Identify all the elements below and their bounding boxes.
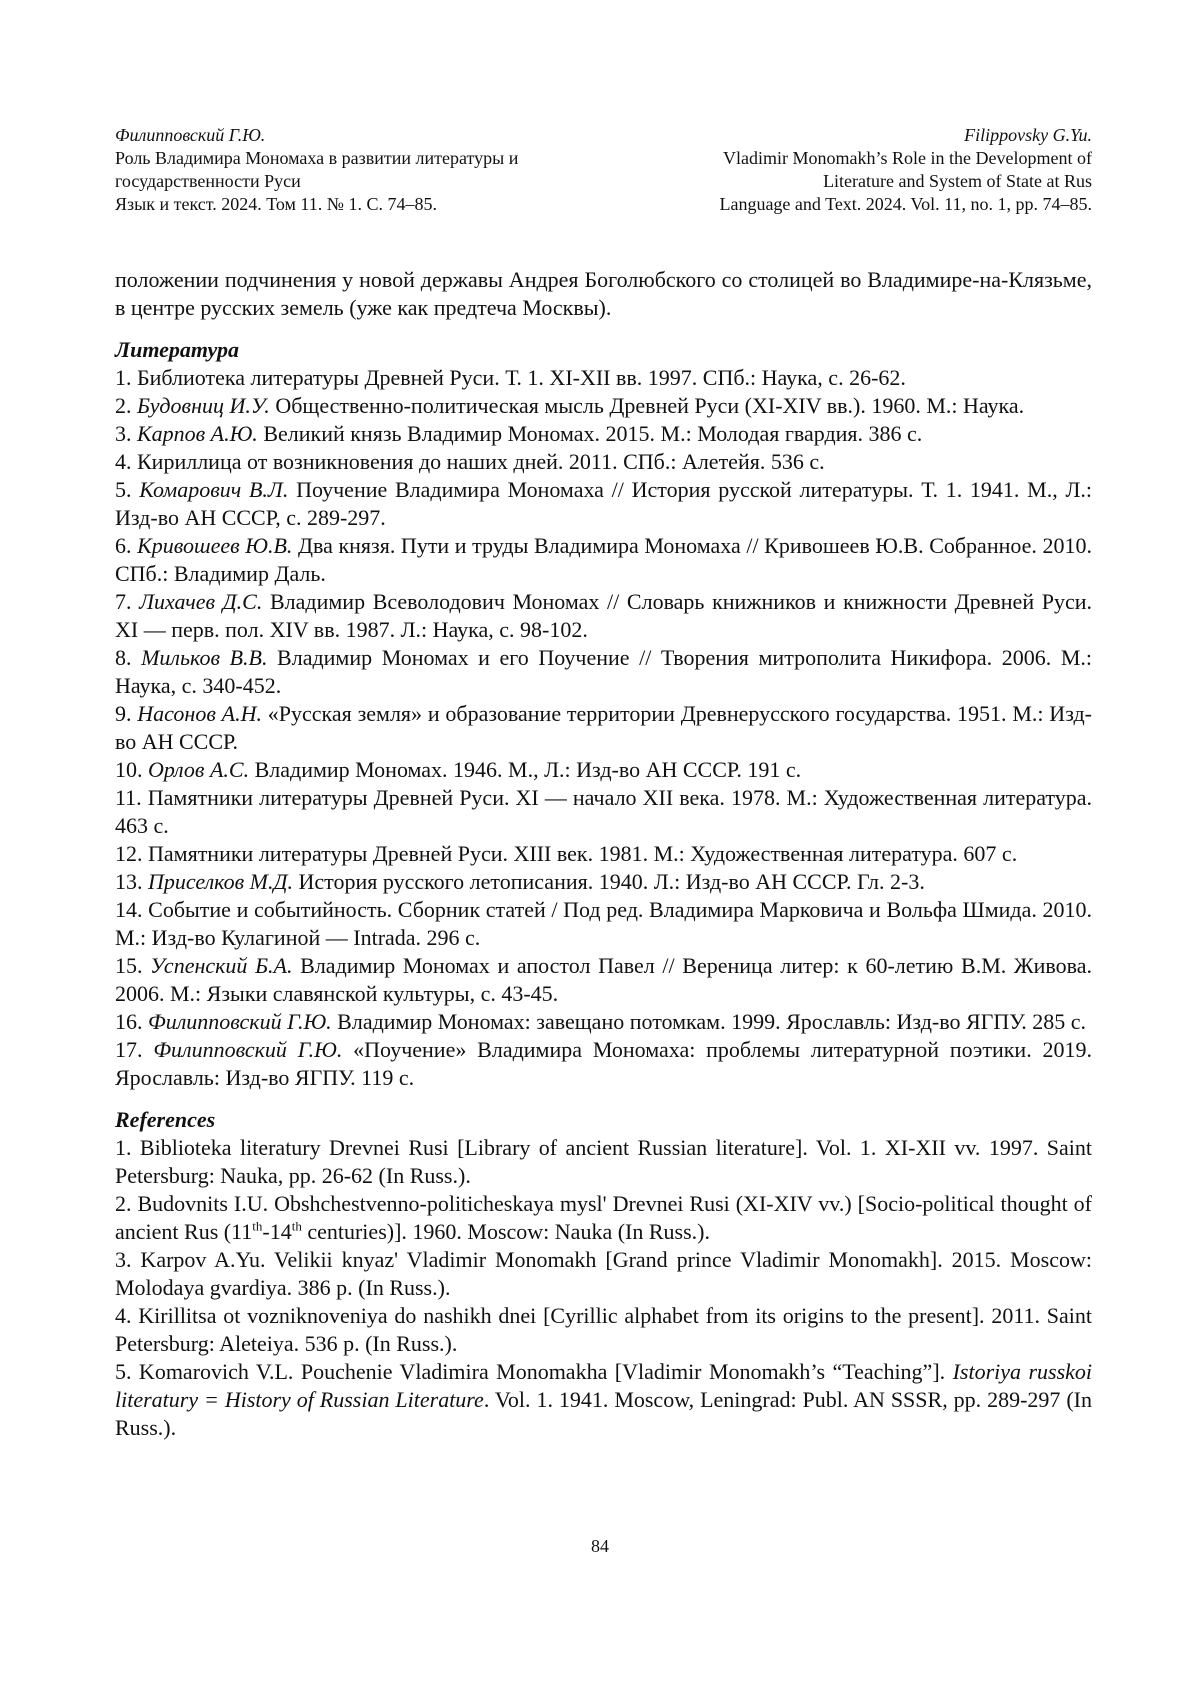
reference-item: 3. Karpov A.Yu. Velikii knyaz' Vladimir Monomakh [Grand prince Vladimir Monomakh]. 2015. Moscow: Molodaya gvardiya. 386 p. (In Russ.). — [115, 1247, 1092, 1300]
literature-item-text: История русского летописания. 1940. Л.: Изд-во АН СССР. Гл. 2-3. — [298, 869, 925, 894]
literature-list — [115, 364, 1092, 1092]
header-citation-en: Language and Text. 2024. Vol. 11, no. 1, pp. 74–85. — [719, 194, 1092, 214]
literature-item-author: Комарович В.Л. — [139, 477, 289, 502]
literature-item-author: Орлов А.С. — [148, 757, 250, 782]
references-heading: References — [115, 1107, 216, 1132]
reference-item — [115, 1358, 1092, 1442]
literature-item-number: 15. — [115, 953, 143, 978]
running-header — [115, 124, 1092, 216]
literature-item-author: Приселков М.Д. — [148, 869, 293, 894]
literature-item — [115, 532, 1092, 588]
literature-item-author: Будовниц И.У. — [137, 393, 270, 418]
literature-item-number: 16. — [115, 1009, 143, 1034]
literature-item-number: 12. — [115, 841, 143, 866]
header-author-en: Filippovsky G.Yu. — [964, 125, 1092, 145]
literature-item-author: Успенский Б.А. — [150, 953, 293, 978]
literature-item-number: 2. — [115, 393, 132, 418]
literature-item-text: «Поучение» Владимира Мономаха: проблемы литературной поэтики. 2019. Ярославль: Изд-во ЯГПУ. 119 с. — [115, 1037, 1093, 1090]
literature-item-author: Филипповский Г.Ю. — [153, 1037, 343, 1062]
lead-paragraph: положении подчинения у новой державы Андрея Боголюбского со столицей во Владимире-на-Клязьме, в центре русских земель (уже как предтеча Москвы). — [115, 267, 1092, 320]
header-author-ru: Филипповский Г.Ю. — [115, 125, 266, 145]
literature-item-number: 10. — [115, 757, 143, 782]
literature-item-text: Два князя. Пути и труды Владимира Мономаха // Кривошеев Ю.В. Собранное. 2010. СПб.: Владимир Даль. — [115, 533, 1092, 586]
literature-item-number: 6. — [115, 533, 132, 558]
literature-item-text: «Русская земля» и образование территории Древнерусского государства. 1951. М.: Изд-во АН СССР. — [115, 701, 1093, 754]
literature-item-text: Кириллица от возникновения до наших дней. 2011. СПб.: Алетейя. 536 с. — [137, 449, 825, 474]
literature-item-text: Общественно-политическая мысль Древней Руси (XI-XIV вв.). 1960. М.: Наука. — [275, 393, 1025, 418]
literature-item — [115, 364, 1092, 392]
literature-item-number: 5. — [115, 477, 132, 502]
literature-item-author: Филипповский Г.Ю. — [148, 1009, 332, 1034]
reference-text: 2. Budovnits I.U. Obshchestvenno-politicheskaya mysl' Drevnei Rusi (XI-XIV vv.) [Socio-political thought of ancient Rus (11 — [115, 1191, 1092, 1244]
reference-item: 1. Biblioteka literatury Drevnei Rusi [Library of ancient Russian literature]. Vol. 1. XI-XII vv. 1997. Saint Petersburg: Nauka, pp. 26-62 (In Russ.). — [115, 1135, 1092, 1188]
literature-item-number: 14. — [115, 897, 143, 922]
literature-item-number: 4. — [115, 449, 132, 474]
literature-item — [115, 1036, 1092, 1092]
literature-item-number: 11. — [115, 785, 142, 810]
literature-item — [115, 756, 1092, 784]
header-title-en-line2: Literature and System of State at Rus — [823, 171, 1092, 191]
literature-item-text: Поучение Владимира Мономаха // История русской литературы. Т. 1. 1941. М., Л.: Изд-во АН СССР, с. 289-297. — [115, 477, 1092, 530]
literature-item-text: Библиотека литературы Древней Руси. Т. 1. XI-XII вв. 1997. СПб.: Наука, с. 26-62. — [137, 365, 906, 390]
literature-item-author: Лихачев Д.С. — [139, 589, 263, 614]
literature-item-author: Кривошеев Ю.В. — [137, 533, 293, 558]
header-title-ru-line1: Роль Владимира Мономаха в развитии литературы и — [115, 148, 519, 168]
reference-text: . Vol. 1. 1941. Moscow, Leningrad: Publ. AN SSSR, pp. 289-297 (In Russ.). — [115, 1387, 1092, 1440]
literature-item — [115, 784, 1092, 840]
literature-item-number: 3. — [115, 421, 132, 446]
literature-item — [115, 840, 1092, 868]
literature-item-text: Событие и событийность. Сборник статей / Под ред. Владимира Марковича и Вольфа Шмида. 2010. М.: Изд-во Кулагиной — Intrada. 296 с. — [115, 897, 1092, 950]
reference-text: -14 — [262, 1219, 292, 1244]
literature-item-author: Насонов А.Н. — [137, 701, 262, 726]
header-title-ru-line2: государственности Руси — [115, 171, 301, 191]
literature-heading: Литература — [115, 337, 239, 362]
literature-item — [115, 952, 1092, 1008]
reference-item — [115, 1190, 1092, 1246]
literature-item-number: 13. — [115, 869, 143, 894]
reference-text: 5. Komarovich V.L. Pouchenie Vladimira Monomakha [Vladimir Monomakh’s “Teaching”]. — [115, 1359, 953, 1384]
literature-item — [115, 896, 1092, 952]
literature-item — [115, 392, 1092, 420]
page-number: 84 — [591, 1536, 609, 1556]
header-title-en-line1: Vladimir Monomakh’s Role in the Development of — [723, 148, 1092, 168]
superscript: th — [252, 1218, 263, 1234]
literature-item — [115, 868, 1092, 896]
reference-text: centuries)]. 1960. Moscow: Nauka (In Russ.). — [301, 1219, 710, 1244]
literature-item-number: 7. — [115, 589, 132, 614]
literature-item-text: Памятники литературы Древней Руси. XI — начало XII века. 1978. М.: Художественная литература. 463 с. — [115, 785, 1093, 838]
literature-item-text: Великий князь Владимир Мономах. 2015. М.: Молодая гвардия. 386 с. — [263, 421, 923, 446]
reference-item: 4. Kirillitsa ot vozniknoveniya do nashikh dnei [Cyrillic alphabet from its origins to the present]. 2011. Saint Petersburg: Aleteiya. 536 p. (In Russ.). — [115, 1303, 1092, 1356]
literature-item-text: Владимир Всеволодович Мономах // Словарь книжников и книжности Древней Руси. XI — перв. пол. XIV вв. 1987. Л.: Наука, с. 98-102. — [115, 589, 1092, 642]
literature-item-number: 9. — [115, 701, 132, 726]
references-list — [115, 1134, 1092, 1442]
literature-item-text: Владимир Мономах. 1946. М., Л.: Изд-во АН СССР. 191 с. — [254, 757, 802, 782]
literature-item-text: Владимир Мономах и апостол Павел // Вереница литер: к 60-летию В.М. Живова. 2006. М.: Языки славянской культуры, с. 43-45. — [115, 953, 1092, 1006]
literature-item-text: Владимир Мономах и его Поучение // Творения митрополита Никифора. 2006. М.: Наука, с. 340-452. — [115, 645, 1093, 698]
literature-item — [115, 420, 1092, 448]
literature-item — [115, 448, 1092, 476]
literature-item — [115, 476, 1092, 532]
reference-italic-title: Istoriya russkoi literatury = History of Russian Literature — [115, 1359, 1093, 1412]
literature-item-author: Карпов А.Ю. — [137, 421, 258, 446]
literature-item-text: Владимир Мономах: завещано потомкам. 1999. Ярославль: Изд-во ЯГПУ. 285 с. — [337, 1009, 1086, 1034]
superscript: th — [291, 1218, 302, 1234]
literature-item-number: 8. — [115, 645, 132, 670]
literature-item-author: Мильков В.В. — [141, 645, 268, 670]
header-russian — [115, 124, 518, 216]
literature-item-number: 1. — [115, 365, 132, 390]
literature-item-number: 17. — [115, 1037, 143, 1062]
literature-item-text: Памятники литературы Древней Руси. XIII век. 1981. М.: Художественная литература. 607 с. — [148, 841, 1018, 866]
literature-item — [115, 1008, 1092, 1036]
literature-item — [115, 700, 1092, 756]
header-english — [719, 124, 1092, 216]
page-body — [115, 266, 1092, 1442]
literature-item — [115, 588, 1092, 644]
literature-item — [115, 644, 1092, 700]
header-citation-ru: Язык и текст. 2024. Том 11. № 1. С. 74–85. — [115, 194, 437, 214]
